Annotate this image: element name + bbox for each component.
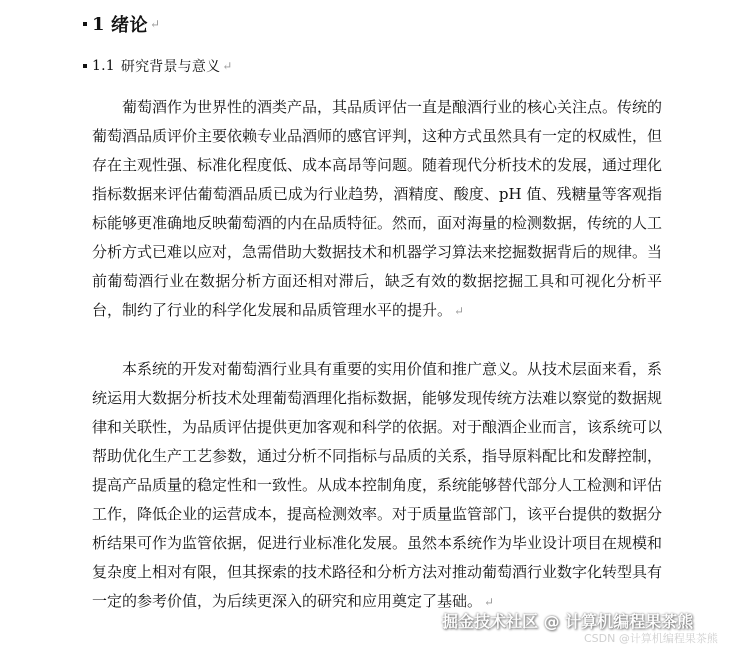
body-paragraph-1: [92, 93, 662, 326]
heading-1: [83, 11, 160, 37]
paragraph-mark-icon: ↵: [222, 59, 233, 73]
paragraph-mark-icon: ↵: [150, 17, 161, 31]
heading-bullet: [83, 22, 87, 26]
body-paragraph-2: [92, 355, 662, 617]
paragraph-mark-icon: ↵: [484, 595, 495, 609]
heading-bullet: [83, 64, 87, 68]
heading-2: [83, 56, 232, 76]
paragraph-text: 葡萄酒作为世界性的酒类产品，其品质评估一直是酿酒行业的核心关注点。传统的葡萄酒品质评价主要依赖专业品酒师的感官评判，这种方式虽然具有一定的权威性，但存在主观性强、标准化程度低、成本高昂等问题。随着现代分析技术的发展，通过理化指标数据来评估葡萄酒品质已成为行业趋势，酒精度、酸度、pH 值、残糖量等客观指标能够更准确地反映葡萄酒的内在品质特征。然而，面对海量的检测数据，传统的人工分析方式已难以应对，急需借助大数据技术和机器学习算法来挖掘数据背后的规律。当前葡萄酒行业在数据分析方面还相对滞后，缺乏有效的数据挖掘工具和可视化分析平台，制约了行业的科学化发展和品质管理水平的提升。: [92, 98, 663, 319]
heading-1-number: 1: [92, 13, 106, 35]
heading-2-title: 研究背景与意义: [120, 59, 221, 75]
paragraph-mark-icon: ↵: [454, 304, 465, 318]
heading-2-number: 1.1: [92, 58, 115, 74]
watermark-csdn: CSDN @计算机编程果茶熊: [584, 632, 718, 645]
watermark-juejin: 掘金技术社区 @ 计算机编程果茶熊: [442, 612, 694, 631]
heading-1-title: 绪论: [111, 15, 149, 36]
paragraph-text: 本系统的开发对葡萄酒行业具有重要的实用价值和推广意义。从技术层面来看，系统运用大数据分析技术处理葡萄酒理化指标数据，能够发现传统方法难以察觉的数据规律和关联性，为品质评估提供更加客观和科学的依据。对于酿酒企业而言，该系统可以帮助优化生产工艺参数，通过分析不同指标与品质的关系，指导原料配比和发酵控制，提高产品质量的稳定性和一致性。从成本控制角度，系统能够替代部分人工检测和评估工作，降低企业的运营成本，提高检测效率。对于质量监管部门，该平台提供的数据分析结果可作为监管依据，促进行业标准化发展。虽然本系统作为毕业设计项目在规模和复杂度上相对有限，但其探索的技术路径和分析方法对推动葡萄酒行业数字化转型具有一定的参考价值，为后续更深入的研究和应用奠定了基础。: [92, 360, 663, 610]
